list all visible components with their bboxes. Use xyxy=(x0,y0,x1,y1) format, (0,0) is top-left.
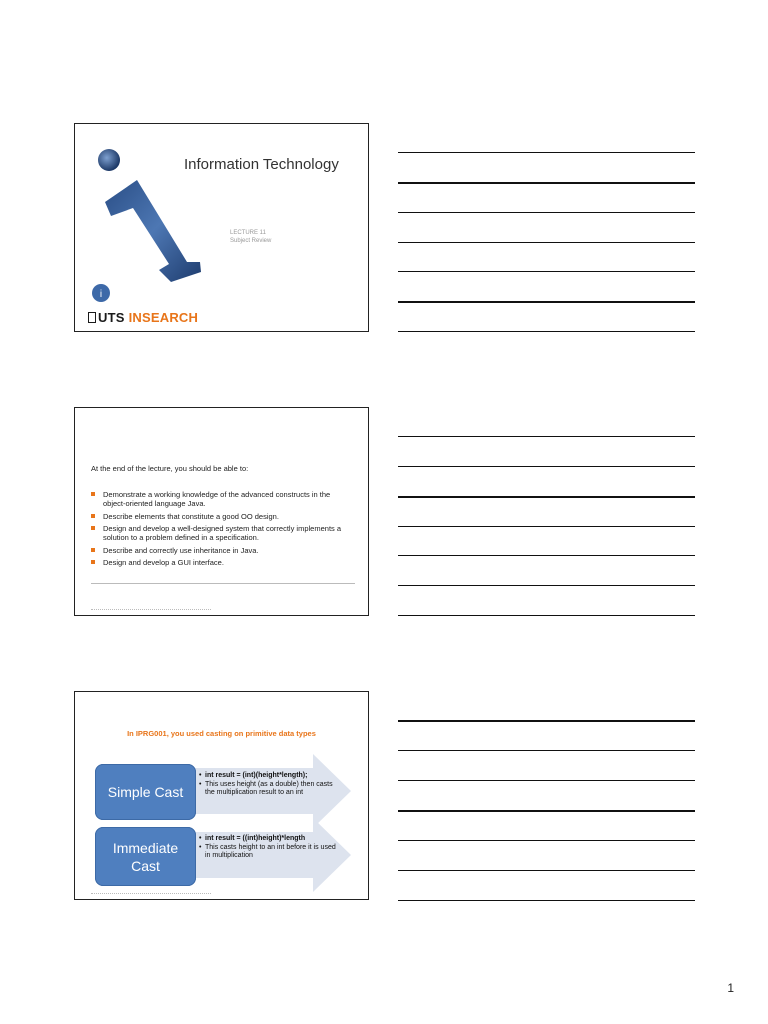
immediate-cast-box: Immediate Cast xyxy=(95,827,196,886)
divider xyxy=(91,583,355,584)
list-item: Design and develop a well-designed system that correctly implements a solution to a problem defined in a specification. xyxy=(91,524,353,542)
subject-review: Subject Review xyxy=(230,238,272,244)
list-item: Demonstrate a working knowledge of the advanced constructs in the object-oriented language Java. xyxy=(91,490,353,508)
immediate-cast-notes xyxy=(199,835,339,861)
list-item: • This uses height (as a double) then casts the multiplication result to an int xyxy=(199,781,339,798)
slide-footer xyxy=(91,893,211,895)
numeral-one-shape xyxy=(105,180,201,282)
bullet-icon xyxy=(91,492,95,496)
page-number: 1 xyxy=(727,981,734,995)
list-item: • int result = (int)(height*length); xyxy=(199,772,339,781)
bullet-icon xyxy=(91,560,95,564)
lecture-number: LECTURE 11 xyxy=(230,230,266,236)
list-item: Design and develop a GUI interface. xyxy=(91,558,353,567)
logo-uts: UTS xyxy=(98,310,125,325)
simple-cast-box: Simple Cast xyxy=(95,764,196,820)
list-item: Describe and correctly use inheritance in Java. xyxy=(91,546,353,555)
slide-objectives xyxy=(74,407,369,616)
list-item: • int result = ((int)height)*length xyxy=(199,835,339,844)
uts-mark-icon xyxy=(88,312,96,323)
bullet-icon xyxy=(91,548,95,552)
casting-heading: In IPRG001, you used casting on primitive data types xyxy=(127,729,316,738)
logo-insearch: INSEARCH xyxy=(128,310,199,325)
slide-title xyxy=(74,123,369,332)
uts-insearch-logo xyxy=(88,310,198,325)
objectives-intro: At the end of the lecture, you should be able to: xyxy=(91,464,249,473)
list-item: Describe elements that constitute a good OO design. xyxy=(91,512,353,521)
list-item: • This casts height to an int before it is used in multiplication xyxy=(199,844,339,861)
bullet-icon xyxy=(91,526,95,530)
simple-cast-notes xyxy=(199,772,339,798)
slide-footer xyxy=(91,609,211,611)
bullet-icon xyxy=(91,514,95,518)
slide-casting xyxy=(74,691,369,900)
svg-text:i: i xyxy=(99,289,103,300)
lecture-subtitle xyxy=(230,229,271,245)
globe-icon xyxy=(98,149,120,171)
objectives-list xyxy=(91,490,353,571)
slide-title-text: Information Technology xyxy=(184,156,339,173)
